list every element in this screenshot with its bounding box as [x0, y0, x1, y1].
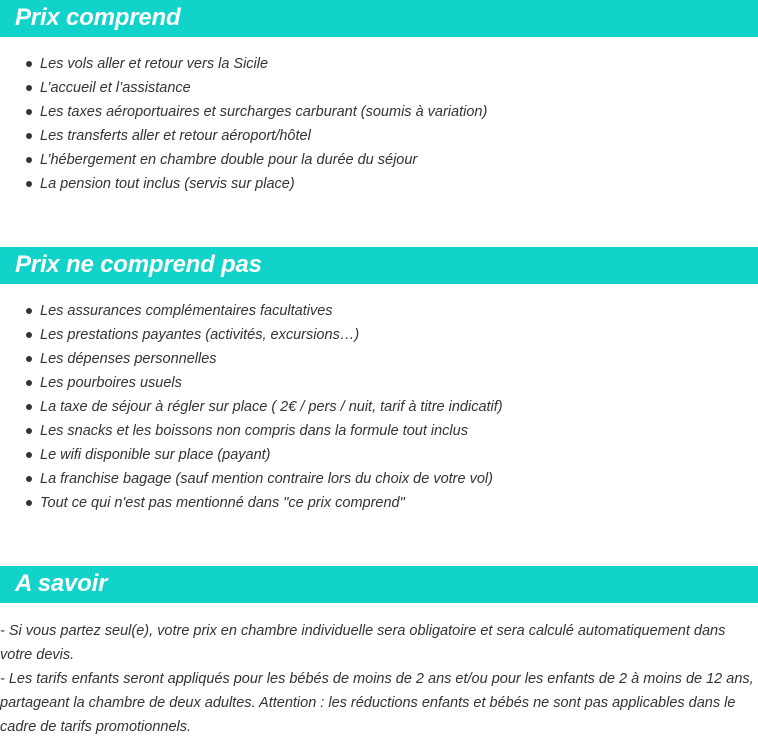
- excluded-item: La franchise bagage (sauf mention contraire lors du choix de votre vol): [0, 467, 503, 491]
- excluded-section-header: [0, 247, 758, 284]
- included-item: La pension tout inclus (servis sur place): [0, 172, 487, 196]
- excluded-item: Les dépenses personnelles: [0, 347, 503, 371]
- excluded-item: Les prestations payantes (activités, excursions…): [0, 323, 503, 347]
- info-section-title: A savoir: [15, 570, 108, 597]
- excluded-item: Le wifi disponible sur place (payant): [0, 443, 503, 467]
- info-paragraph: - Si vous partez seul(e), votre prix en chambre individuelle sera obligatoire et sera calculé automatiquement dans votre devis.: [0, 623, 726, 663]
- info-text-block: [0, 619, 756, 739]
- info-paragraph: - Les tarifs enfants seront appliqués pour les bébés de moins de 2 ans et/ou pour les enfants de 2 à moins de 12 ans, partageant la chambre de deux adultes. Attention : les réductions enfants et bébés ne sont pas applicables dans le cadre de tarifs promotionnels.: [0, 671, 754, 735]
- excluded-list: [0, 299, 503, 515]
- included-item: L’accueil et l’assistance: [0, 76, 487, 100]
- excluded-item: Les pourboires usuels: [0, 371, 503, 395]
- excluded-item: Les assurances complémentaires facultatives: [0, 299, 503, 323]
- included-item: Les taxes aéroportuaires et surcharges carburant (soumis à variation): [0, 100, 487, 124]
- included-section-header: [0, 0, 758, 37]
- excluded-item: Tout ce qui n'est pas mentionné dans "ce prix comprend": [0, 491, 503, 515]
- included-item: L’hébergement en chambre double pour la durée du séjour: [0, 148, 487, 172]
- excluded-section-title: Prix ne comprend pas: [15, 251, 262, 278]
- excluded-item: La taxe de séjour à régler sur place ( 2€ / pers / nuit, tarif à titre indicatif): [0, 395, 503, 419]
- included-item: Les transferts aller et retour aéroport/hôtel: [0, 124, 487, 148]
- included-item: Les vols aller et retour vers la Sicile: [0, 52, 487, 76]
- included-section-title: Prix comprend: [15, 4, 181, 31]
- info-section-header: [0, 566, 758, 603]
- excluded-item: Les snacks et les boissons non compris dans la formule tout inclus: [0, 419, 503, 443]
- included-list: [0, 52, 487, 196]
